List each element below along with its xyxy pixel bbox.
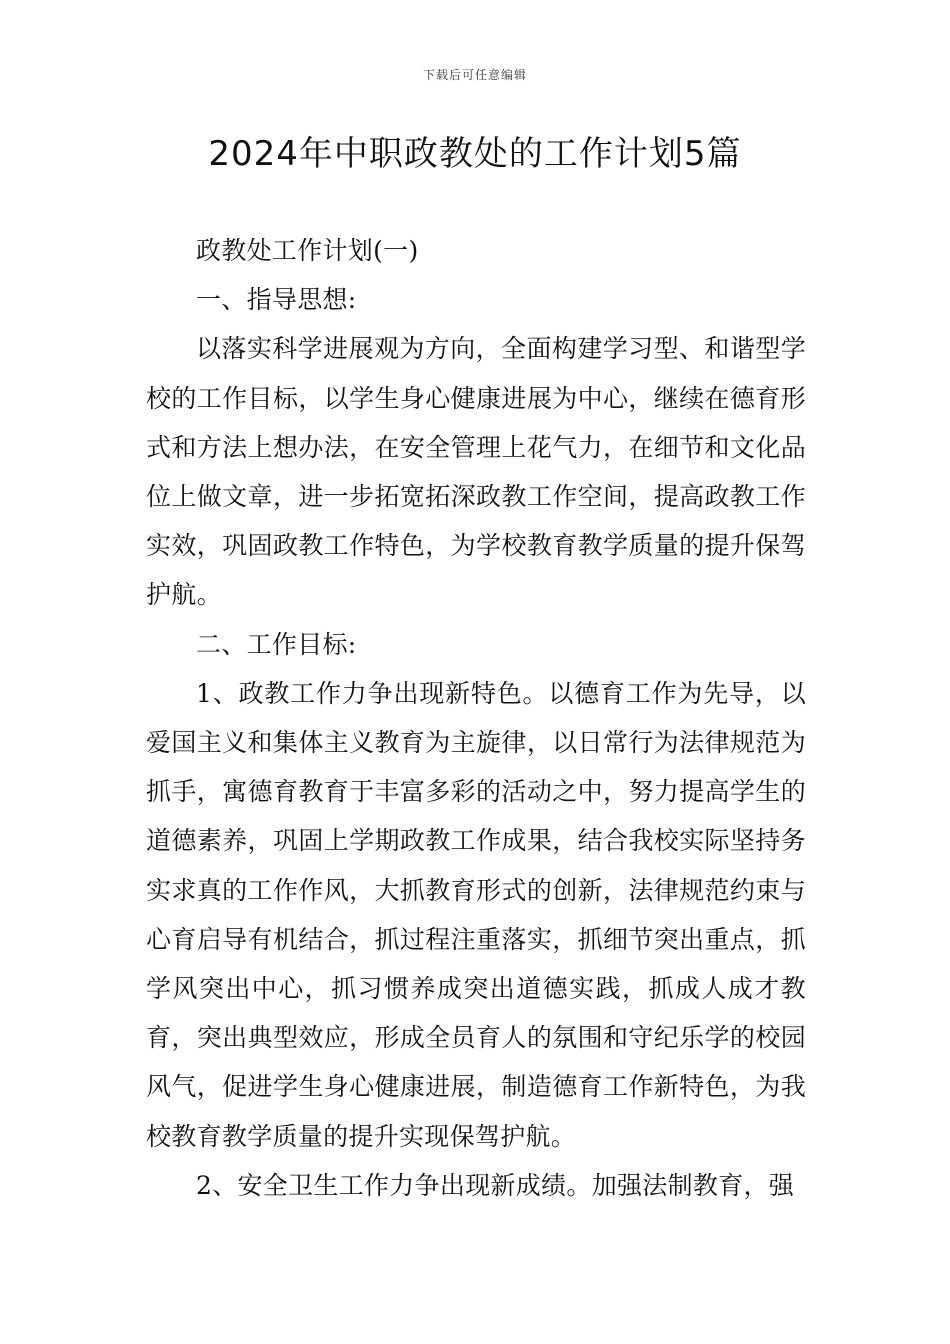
section-heading-plan-1: 政教处工作计划(一) xyxy=(196,236,419,265)
page-header-note: 下载后可任意编辑 xyxy=(422,68,527,82)
document-title: 2024年中职政教处的工作计划5篇 xyxy=(208,134,742,174)
section-heading-guiding-thought: 一、指导思想: xyxy=(196,285,357,315)
document-body xyxy=(146,226,806,1210)
paragraph-goal-2: 2、安全卫生工作力争出现新成绩。加强法制教育，强 xyxy=(196,1170,795,1200)
paragraph-goal-1: 1、政教工作力争出现新特色。以德育工作为先导，以爱国主义和集体主义教育为主旋律，以日常行为法律规范为抓手，寓德育教育于丰富多彩的活动之中，努力提高学生的道德素养，巩固上学期政教工作成果，结合我校实际坚持务实求真的工作作风，大抓教育形式的创新，法律规范约束与心育启导有机结合，抓过程注重落实，抓细节突出重点，抓学风突出中心，抓习惯养成突出道德实践，抓成人成才教育，突出典型效应，形成全员育人的氛围和守纪乐学的校园风气，促进学生身心健康进展，制造德育工作新特色，为我校教育教学质量的提升实现保驾护航。 xyxy=(146,678,806,1151)
paragraph-guiding-thought: 以落实科学进展观为方向，全面构建学习型、和谐型学校的工作目标，以学生身心健康进展为中心，继续在德育形式和方法上想办法，在安全管理上花气力，在细节和文化品位上做文章，进一步拓宽拓深政教工作空间，提高政教工作实效，巩固政教工作特色，为学校教育教学质量的提升保驾护航。 xyxy=(146,334,806,610)
section-heading-work-goals: 二、工作目标: xyxy=(196,629,357,659)
